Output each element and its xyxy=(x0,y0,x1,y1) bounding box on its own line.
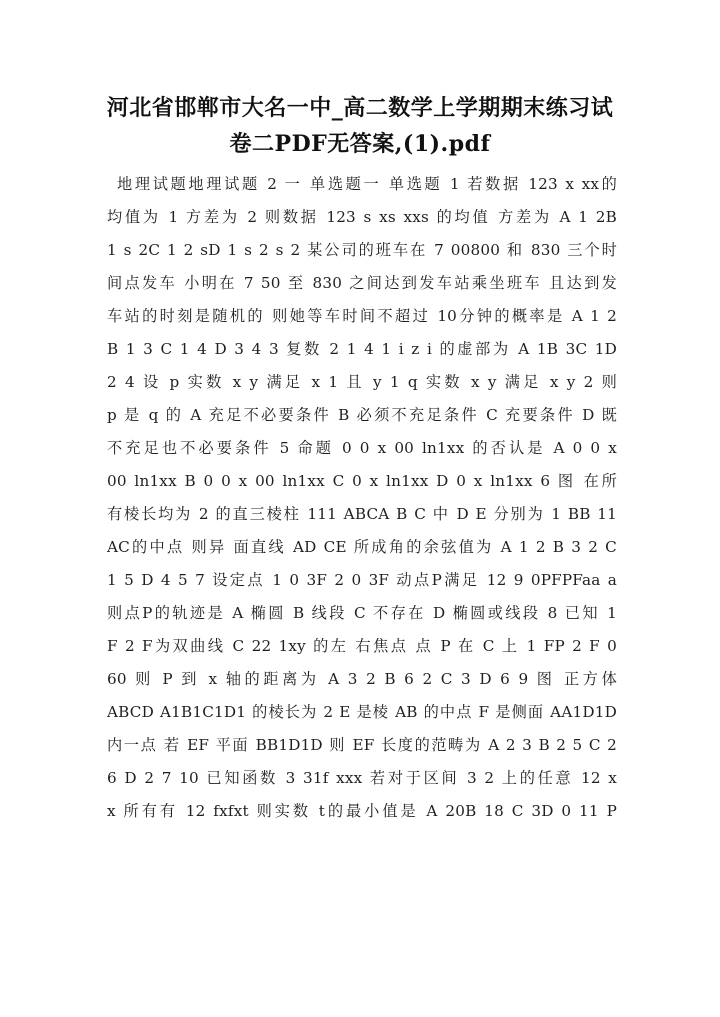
body-line: 车站的时刻是随机的 则她等车时间不超过 10分钟的概率是 A 1 2 xyxy=(107,307,617,325)
body-line: 1 5 D 4 5 7 设定点 1 0 3F 2 0 3F 动点P满足 12 9 0PFPFaa a xyxy=(107,571,617,589)
body-line: 内一点 若 EF 平面 BB1D1D 则 EF 长度的范畴为 A 2 3 B 2 5 C 2 xyxy=(107,736,617,754)
title-line: 河北省邯郸市大名一中_高二数学上学期期末练习试 xyxy=(106,95,614,121)
document-body xyxy=(107,168,617,828)
body-line: p 是 q 的 A 充足不必要条件 B 必须不充足条件 C 充要条件 D 既 xyxy=(107,406,617,424)
document-title xyxy=(60,90,660,162)
body-line: 不充足也不必要条件 5 命题 0 0 x 00 ln1xx 的否认是 A 0 0 x xyxy=(107,439,617,457)
body-line: B 1 3 C 1 4 D 3 4 3 复数 2 1 4 1 i z i 的虚部为 A 1B 3C 1D xyxy=(107,340,617,358)
body-line: F 2 F为双曲线 C 22 1xy 的左 右焦点 点 P 在 C 上 1 FP 2 F 0 xyxy=(107,637,617,655)
body-line: 均值为 1 方差为 2 则数据 123 s xs xxs 的均值 方差为 A 1 2B xyxy=(107,208,617,226)
body-line: x 所有有 12 fxfxt 则实数 t的最小值是 A 20B 18 C 3D 0 11 P xyxy=(107,802,617,820)
body-line: AC的中点 则异 面直线 AD CE 所成角的余弦值为 A 1 2 B 3 2 C xyxy=(107,538,617,556)
body-line: 则点P的轨迹是 A 椭圆 B 线段 C 不存在 D 椭圆或线段 8 已知 1 xyxy=(107,604,617,622)
body-line: 60 则 P 到 x 轴的距离为 A 3 2 B 6 2 C 3 D 6 9 图 正方体 xyxy=(107,670,617,688)
body-line: ABCD A1B1C1D1 的棱长为 2 E 是棱 AB 的中点 F 是侧面 AA1D1D xyxy=(107,703,617,721)
body-line: 2 4 设 p 实数 x y 满足 x 1 且 y 1 q 实数 x y 满足 x y 2 则 xyxy=(107,373,617,391)
body-line: 地理试题地理试题 2 一 单选题一 单选题 1 若数据 123 x xx的 xyxy=(117,175,617,193)
body-line: 间点发车 小明在 7 50 至 830 之间达到发车站乘坐班车 且达到发 xyxy=(107,274,617,292)
body-line: 有棱长均为 2 的直三棱柱 111 ABCA B C 中 D E 分别为 1 BB 11 xyxy=(107,505,617,523)
body-line: 6 D 2 7 10 已知函数 3 31f xxx 若对于区间 3 2 上的任意 12 x xyxy=(107,769,617,787)
title-line: 卷二PDF无答案,(1).pdf xyxy=(229,131,491,157)
body-line: 1 s 2C 1 2 sD 1 s 2 s 2 某公司的班车在 7 00800 和 830 三个时 xyxy=(107,241,617,259)
body-line: 00 ln1xx B 0 0 x 00 ln1xx C 0 x ln1xx D 0 x ln1xx 6 图 在所 xyxy=(107,472,617,490)
